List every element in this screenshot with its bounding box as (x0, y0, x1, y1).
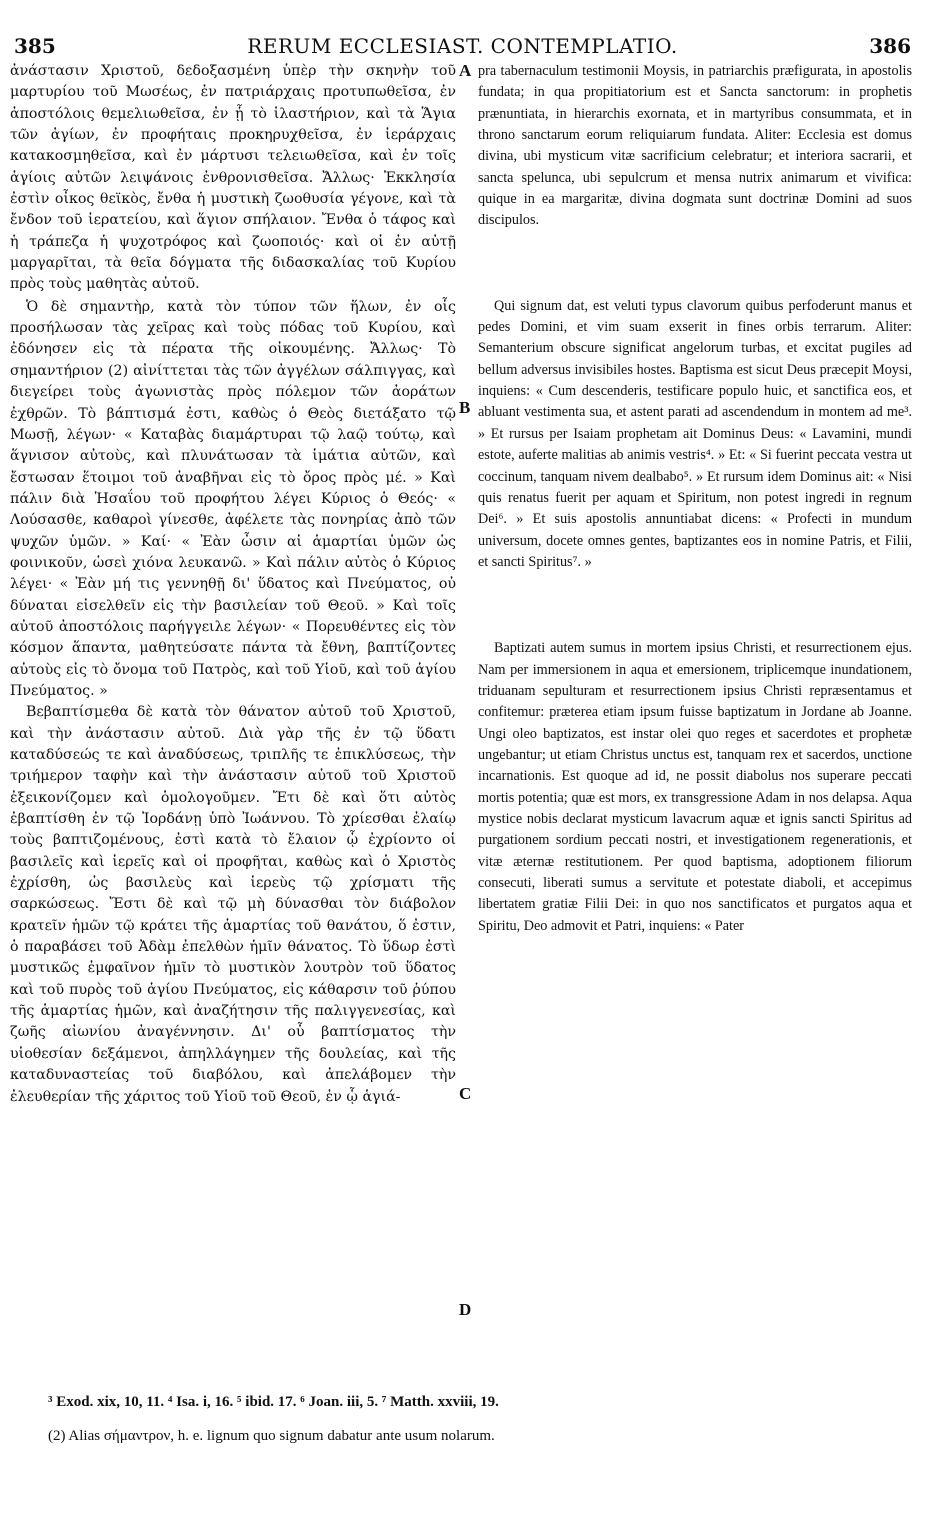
scripture-references: ³ Exod. xix, 10, 11. ⁴ Isa. i, 16. ⁵ ibid. 17. ⁶ Joan. iii, 5. ⁷ Matth. xxviii, 19. (48, 1394, 499, 1410)
running-title: RERUM ECCLESIAST. CONTEMPLATIO. (247, 34, 678, 58)
section-marker-c: C (459, 1084, 472, 1103)
greek-paragraph-1: ἀνάστασιν Χριστοῦ, δεδοξασμένη ὑπὲρ τὴν σκηνὴν τοῦ μαρτυρίου τοῦ Μωσέως, ἐν πατριάρχαις προτυπωθεῖσα, ἐν ἀποστόλοις θεμελιωθεῖσα, ἐν ᾗ τὸ ἱλαστήριον, καὶ τὰ Ἅγια τῶν ἁγίων, ἐν προφήταις προκηρυχθεῖσα, ἐν ἱεράρχαις κατακοσμηθεῖσα, καὶ ἐν μάρτυσι τελειωθεῖσα, καὶ ἐν τοῖς ἁγίοις αὐτῶν λειψάνοις ἐνθρονισθεῖσα. Ἄλλως· Ἐκκλησία ἐστὶν οἶκος θεϊκὸς, ἔνθα ἡ μυστικὴ ζωοθυσία γέγονε, καὶ τὰ ἔνδον τοῦ ἱερατείου, καὶ ἅγιον σπήλαιον. Ἔνθα ὁ τάφος καὶ ἡ τράπεζα ἡ ψυχοτρόφος καὶ ζωοποιός· καὶ οἱ ἐν αὐτῇ μαργαρῖται, τὰ θεῖα δόγματα τῆς διδασκαλίας τοῦ Κυρίου πρὸς τοὺς μαθητὰς αὐτοῦ. (10, 63, 456, 293)
page-number-right: 386 (869, 34, 911, 58)
latin-paragraph-2: Qui signum dat, est veluti typus clavorum quibus perfoderunt manus et pedes Domini, et vim suam exserit in fines orbis terrarum. Aliter: Semanterium obscure significat angelorum turbas, et excitat pugiles ad bellum adversus invisibiles hostes. Baptisma est sicut Deus præcepit Moysi, inquiens: « Cum descenderis, testificare populo huic, et sanctifica eos, et abluant vestimenta sua, et astent parati ad ascendendum in montem ad me³. » Et rursus per Isaiam prophetam ait Dominus Deus: « Lavamini, mundi estote, auferte malitias ab animis vestris⁴. » Et: « Si fuerint peccata vestra ut coccinum, tanquam nivem dealbabo⁵. » Et rursum idem Dominus ait: « Nisi quis renatus fuerit per aquam et Spiritum, non potest ingredi in regnum Dei⁶. » Et suis apostolis annuntiabat dicens: « Profecti in mundum universum, docete omnes gentes, baptizantes eos in nomine Patris, et Filii, et sancti Spiritus⁷. » (478, 297, 912, 570)
footnotes (48, 1392, 908, 1446)
section-marker-d: D (459, 1300, 472, 1319)
greek-paragraph-2: Ὁ δὲ σημαντὴρ, κατὰ τὸν τύπον τῶν ἥλων, ἐν οἷς προσήλωσαν τὰς χεῖρας καὶ τοὺς πόδας τοῦ Κυρίου, καὶ ἐδόνησεν εἰς τὰ πέρατα τῆς οἰκουμένης. Ἄλλως· Τὸ σημαντήριον (2) αἰνίττεται τὰς τῶν ἀγγέλων σάλπιγγας, καὶ διεγείρει τοὺς ἀγωνιστὰς πρὸς πόλεμον τῶν ἀοράτων ἐχθρῶν. Τὸ βάπτισμά ἐστι, καθὼς ὁ Θεὸς διετάξατο τῷ Μωσῇ, λέγων· « Καταβὰς διαμάρτυραι τῷ λαῷ τούτῳ, καὶ ἅγνισον αὐτοὺς, καὶ πλυνάτωσαν τὰ ἱμάτια αὐτῶν, καὶ ἔστωσαν ἕτοιμοι τοῦ ἀναβῆναι εἰς τὸ ὄρος πρὸς μέ. » Καὶ πάλιν διὰ Ἡσαΐου τοῦ προφήτου λέγει Κύριος ὁ Θεός· « Λούσασθε, καθαροὶ γίνεσθε, ἀφέλετε τὰς πονηρίας ἀπὸ τῶν ψυχῶν ὑμῶν. » Καί· « Ἐὰν ὦσιν αἱ ἁμαρτίαι ὑμῶν ὡς φοινικοῦν, ὡσεὶ χιόνα λευκανῶ. » Καὶ πάλιν αὐτὸς ὁ Κύριος λέγει· « Ἐὰν μή τις γεννηθῇ δι' ὕδατος καὶ Πνεύματος, οὐ δύναται εἰσελθεῖν εἰς τὴν βασιλείαν τοῦ Θεοῦ. » Καὶ τοῖς αὐτοῦ ἀποστόλοις παρήγγειλε λέγων· « Πορευθέντες εἰς τὸν κόσμον ἅπαντα, μαθητεύσατε πάντα τὰ ἔθνη, βαπτίζοντες αὐτοὺς εἰς τὸ ὄνομα τοῦ Πατρὸς, καὶ τοῦ Υἱοῦ, καὶ τοῦ ἁγίου Πνεύματος. » (10, 298, 456, 699)
latin-paragraph-3: Baptizati autem sumus in mortem ipsius Christi, et resurrectionem ejus. Nam per immersionem in aqua et emersionem, triplicemque inundationem, triduanam sepulturam et resurrectionem ipsius Christi repræsentamus et confitemur: præterea etiam ipsum fuisse baptizatum in Jordane ab Joanne. Ungi oleo baptizatos, est instar olei quo reges et sacerdotes et prophetæ ungebantur; ut etiam Christus unctus est, tanquam rex et sacerdos, unctione incarnationis. Est quoque ad id, ne possit diabolus nos superare peccati mortis potentia; quæ est mors, ex transgressione Adam in nos delapsa. Aqua mystice nobis declarat mysticum lavacrum aquæ et ignis sancti Spiritus ad purgationem sordium peccati nostri, et investigationem regenerationis, et vitæ æternæ restitutionem. Per quod baptisma, adoptionem filiorum consecuti, liberati sumus a servitute et potestate diaboli, et accepimus libertatem gratiæ Filii Dei: in quo nos sanctificatos et purgatos aqua et Spiritu, Deo admovit et Patri, inquiens: « Pater (478, 640, 912, 934)
section-marker-b: B (459, 398, 471, 417)
footnote-2: (2) Alias σήμαντρον, h. e. lignum quo signum dabatur ante usum nolarum. (48, 1428, 495, 1444)
greek-column (10, 61, 456, 1108)
section-marker-a: A (459, 61, 472, 80)
page-number-left: 385 (14, 34, 56, 58)
greek-paragraph-3: Βεβαπτίσμεθα δὲ κατὰ τὸν θάνατον αὐτοῦ τοῦ Χριστοῦ, καὶ τὴν ἀνάστασιν αὐτοῦ. Διὰ γὰρ τῆς ἐν τῷ ὕδατι καταδύσεώς τε καὶ ἀναδύσεως, τριπλῆς τε ἐπικλύσεως, τὴν τριήμερον ταφὴν καὶ τὴν ἀνάστασιν αὐτοῦ τοῦ Χριστοῦ ἐξεικονίζομεν καὶ ὁμολογοῦμεν. Ἔτι δὲ καὶ ὅτι αὐτὸς ἐβαπτίσθη ἐν τῷ Ἰορδάνῃ ὑπὸ Ἰωάννου. Τὸ χρίεσθαι ἐλαίῳ τοὺς βαπτιζομένους, ἐστὶ κατὰ τὸ ἔλαιον ᾧ ἐχρίοντο οἱ βασιλεῖς καὶ ἱερεῖς καὶ οἱ προφῆται, καθὼς καὶ ὁ Χριστὸς ἐχρίσθη, ὡς βασιλεὺς καὶ ἱερεὺς τῷ χρίσματι τῆς σαρκώσεως. Ἔστι δὲ καὶ τῷ μὴ δύνασθαι τὸν διάβολον κρατεῖν ἡμῶν τῷ κράτει τῆς ἁμαρτίας τοῦ θανάτου, ὅ ἐστιν, ὁ παραβάσει τοῦ Ἀδὰμ ἐπελθὼν ἡμῖν θάνατος. Τὸ ὕδωρ ἐστὶ μυστικῶς ἐμφαῖνον ἡμῖν τὸ μυστικὸν λουτρὸν τοῦ ὕδατος καὶ τοῦ πυρὸς τοῦ ἁγίου Πνεύματος, εἰς κάθαρσιν τοῦ ῥύπου τῆς ἁμαρτίας ἡμῶν, καὶ ἀναζήτησιν τῆς παλιγγενεσίας, καὶ ζωῆς αἰωνίου ἀναγέννησιν. Δι' οὗ βαπτίσματος τὴν υἱοθεσίαν δεξάμενοι, ἀπηλλάγημεν τῆς δουλείας, καὶ τῆς καταδυναστείας τοῦ διαβόλου, καὶ ἀπελάβομεν τὴν ἐλευθερίαν τῆς χάριτος τοῦ Υἱοῦ τοῦ Θεοῦ, ἐν ᾧ ἁγιά- (10, 704, 456, 1105)
running-header (0, 0, 925, 60)
latin-paragraph-1: pra tabernaculum testimonii Moysis, in patriarchis præfigurata, in apostolis fundata; in qua propitiatorium est et Sancta sanctorum: in prophetis prænuntiata, in hierarchis exornata, et in martyribus consummata, et in throno sanctarum eorum reliquiarum fundata. Aliter: Ecclesia est domus divina, ubi mysticum vitæ sacrificium celebratur; et interiora sacrarii, et sancta spelunca, ubi sepulcrum et mensa nutrix animarum et vivifica: quique in ea margaritæ, divina dogmata sunt doctrinæ Domini ad suos discipulos. (478, 63, 912, 229)
latin-column (478, 61, 912, 937)
